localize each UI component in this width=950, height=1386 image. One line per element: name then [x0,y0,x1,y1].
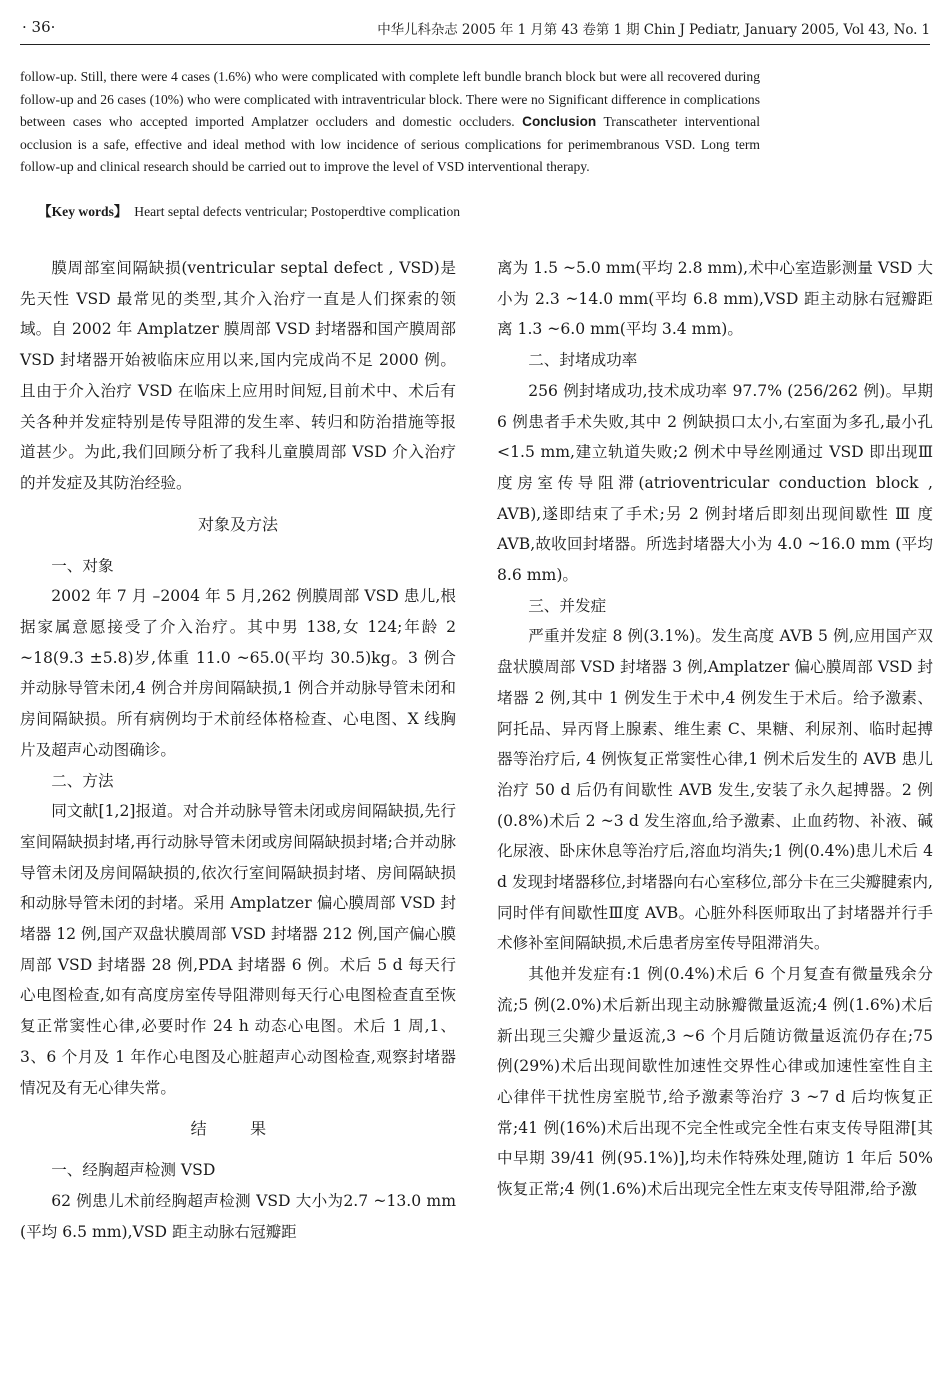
header-rule [20,44,930,45]
right-column [497,253,933,1205]
subheading-complications: 三、并发症 [528,596,607,615]
subheading-ultrasound: 一、经胸超声检测 VSD [51,1161,216,1180]
results-continued-paragraph: 离为 1.5 ~5.0 mm(平均 2.8 mm),术中心室造影测量 VSD 大小为 2.3 ~14.0 mm(平均 6.8 mm),VSD 距主动脉右冠瓣距离 1.3 ~6.0 mm(平均 3.4 mm)。 [497,259,933,339]
keywords-label: 【Key words】 [38,204,128,219]
results-paragraph: 62 例患儿术前经胸超声检测 VSD 大小为2.7 ~13.0 mm (平均 6.5 mm),VSD 距主动脉右冠瓣距 [20,1191,456,1241]
page-number: · 36· [22,18,56,36]
severe-complications-paragraph: 严重并发症 8 例(3.1%)。发生高度 AVB 5 例,应用国产双盘状膜周部 VSD 封堵器 3 例,Amplatzer 偏心膜周部 VSD 封堵器 2 例,其中 1 例发生于术中,4 例发生于术后。给予激素、阿托品、异丙肾上腺素、维生素 C、果糖、利尿剂、临时起搏器等治疗后, 4 例恢复正常窦性心律,1 例术后发生的 AVB 患儿治疗 50 d 后仍有间歇性 AVB 发生,安装了永久起搏器。2 例(0.8%)术后 2 ~3 d 发生溶血,给予激素、止血药物、补液、碱化尿液、卧床休息等治疗后,溶血均消失;1 例(0.4%)患儿术后 4 d 发现封堵器移位,封堵器向右心室移位,部分卡在三尖瓣腱索内,同时伴有间歇性Ⅲ度 AVB。心脏外科医师取出了封堵器并行手术修补室间隔缺损,术后患者房室传导阻滞消失。 [497,627,933,953]
english-abstract [20,66,760,179]
other-complications-paragraph: 其他并发症有:1 例(0.4%)术后 6 个月复查有微量残余分流;5 例(2.0%)术后新出现主动脉瓣微量返流;4 例(1.6%)术后新出现三尖瓣少量返流,3 ~6 个月后随访微量返流仍存在;75 例(29%)术后出现间歇性加速性交界性心律或加速性室性自主心律伴干扰性房室脱节,给予激素等治疗 3 ~7 d 后均恢复正常;41 例(16%)术后出现不完全性或完全性右束支传导阻滞[其中早期 39/41 例(95.1%)],均未作特殊处理,随访 1 年后 50% 恢复正常;4 例(1.6%)术后出现完全性左束支传导阻滞,给予激 [497,965,933,1199]
subheading-success-rate: 二、封堵成功率 [528,351,638,370]
keywords [38,200,460,220]
section-heading-results: 结 果 [190,1119,286,1139]
abstract-conclusion-text: Transcatheter interventional occlusion is a safe, effective and ideal method with low incidence of serious complications for perimembranous VSD. Long term follow-up and clinical research should be carried out to improve the level of VSD interventional therapy. [20,114,760,175]
section-heading-methods: 对象及方法 [197,514,278,534]
methods-paragraph: 同文献[1,2]报道。对合并动脉导管未闭或房间隔缺损,先行室间隔缺损封堵,再行动脉导管未闭或房间隔缺损封堵;合并动脉导管未闭及房间隔缺损的,依次行室间隔缺损封堵、房间隔缺损和动脉导管未闭的封堵。采用 Amplatzer 偏心膜周部 VSD 封堵器 12 例,国产双盘状膜周部 VSD 封堵器 212 例,国产偏心膜周部 VSD 封堵器 28 例,PDA 封堵器 6 例。术后 5 d 每天行心电图检查,如有高度房室传导阻滞则每天行心电图检查直至恢复正常窦性心律,必要时作 24 h 动态心电图。术后 1 周,1、3、6 个月及 1 年作心电图及心脏超声心动图检查,观察封堵器情况及有无心律失常。 [20,802,456,1097]
subjects-paragraph: 2002 年 7 月 –2004 年 5 月,262 例膜周部 VSD 患儿,根据家属意愿接受了介入治疗。其中男 138,女 124;年龄 2 ~18(9.3 ±5.8)岁,体重 11.0 ~65.0(平均 30.5)kg。3 例合并动脉导管未闭,4 例合并房间隔缺损,1 例合并动脉导管未闭和房间隔缺损。所有病例均于术前经体格检查、心电图、X 线胸片及超声心动图确诊。 [20,587,456,759]
page-header [22,14,930,38]
left-column [20,253,456,1247]
intro-paragraph: 膜周部室间隔缺损(ventricular septal defect , VSD)是先天性 VSD 最常见的类型,其介入治疗一直是人们探索的领域。自 2002 年 Amplatzer 膜周部 VSD 封堵器和国产膜周部 VSD 封堵器开始被临床应用以来,国内完成尚不足 2000 例。且由于介入治疗 VSD 在临床上应用时间短,目前术中、术后有关各种并发症特别是传导阻滞的发生率、转归和防治措施等报道甚少。为此,我们回顾分析了我科儿童膜周部 VSD 介入治疗的并发症及其防治经验。 [20,259,456,492]
conclusion-label: Conclusion [522,114,597,130]
success-paragraph: 256 例封堵成功,技术成功率 97.7% (256/262 例)。早期 6 例患者手术失败,其中 2 例缺损口太小,右室面为多孔,最小孔 <1.5 mm,建立轨道失败;2 例术中导丝刚通过 VSD 即出现Ⅲ度房室传导阻滞(atrioventricular conduction block , AVB),遂即结束了手术;另 2 例封堵后即刻出现间歇性 Ⅲ 度 AVB,故收回封堵器。所选封堵器大小为 4.0 ~16.0 mm (平均 8.6 mm)。 [497,381,933,585]
subheading-subjects: 一、对象 [51,556,114,575]
abstract-results-text: follow-up. Still, there were 4 cases (1.6%) who were complicated with complete left bundle branch block but were all recovered during follow-up and 26 cases (10%) who were complicated with intraventricular block. There were no Significant difference in complications between cases who accepted imported Amplatzer occluders and domestic occluders. [20,69,760,130]
subheading-methods: 二、方法 [51,771,114,790]
keywords-text: Heart septal defects ventricular; Postoperdtive complication [134,204,461,219]
journal-citation: 中华儿科杂志 2005 年 1 月第 43 卷第 1 期 Chin J Pediatr, January 2005, Vol 43, No. 1 [377,22,930,38]
